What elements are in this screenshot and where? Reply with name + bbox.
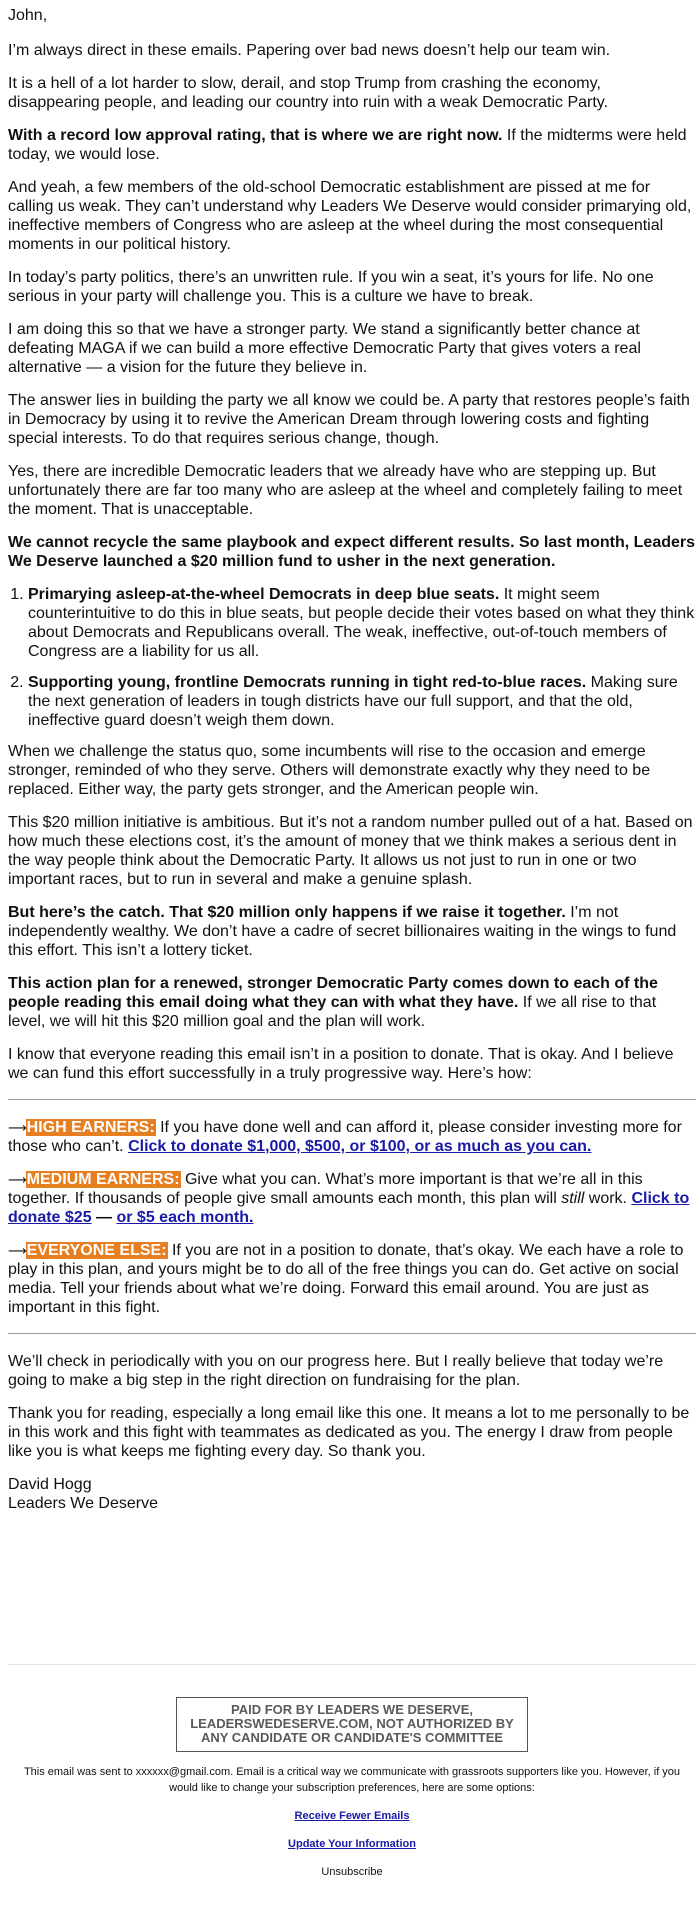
high-earners-tag: HIGH EARNERS: bbox=[26, 1119, 155, 1136]
medium-earners-separator: — bbox=[91, 1209, 117, 1226]
paragraph-establishment: And yeah, a few members of the old-school Democratic establishment are pissed at me for calling us weak. They can’t understand why Leaders We Deserve would consider primarying old, ineffective members of Congress who are asleep at the wheel during the most consequential moments in our political history. bbox=[8, 179, 692, 253]
approval-bold: With a record low approval rating, that is where we are right now. bbox=[8, 127, 503, 144]
footer-divider bbox=[8, 1664, 696, 1665]
signature-org: Leaders We Deserve bbox=[8, 1495, 158, 1512]
action-plan-rest: If we all rise to that level, we will hit this $20 million goal and the plan will work. bbox=[8, 994, 657, 1030]
paragraph-stronger-party: I am doing this so that we have a stronger party. We stand a significantly better chance at defeating MAGA if we can build a more effective Democratic Party that gives voters a real alternative — a vision for the future they believe in. bbox=[8, 321, 641, 376]
paragraph-initiative: This $20 million initiative is ambitious. But it’s not a random number pulled out of a hat. Based on how much these elections cost, it’s the amount of money that we think makes a serious dent in the way people think about the Democratic Party. It allows us not just to run in one or two important races, but to run in several and make a genuine splash. bbox=[8, 814, 693, 888]
paragraph-weak-party: It is a hell of a lot harder to slow, derail, and stop Trump from crashing the economy, disappearing people, and leading our country into ruin with a weak Democratic Party. bbox=[8, 75, 609, 111]
list-item-bold: Primarying asleep-at-the-wheel Democrats in deep blue seats. bbox=[28, 586, 500, 603]
unsubscribe-link[interactable]: Unsubscribe bbox=[321, 1866, 383, 1878]
paragraph-check-in: We’ll check in periodically with you on our progress here. But I really believe that today we’re going to make a big step in the right direction on fundraising for the plan. bbox=[8, 1353, 664, 1389]
tier-medium-earners bbox=[8, 1170, 696, 1227]
list-item-text: It might seem counterintuitive to do this in blue seats, but people decide their votes based on what they think about Democrats and Republicans overall. The weak, ineffective, out-of-touch members of Congress are a liability for us all. bbox=[28, 586, 695, 660]
arrow-right-icon: ⟶ bbox=[8, 1172, 26, 1187]
update-info-row bbox=[12, 1836, 692, 1852]
action-plan-bold: This action plan for a renewed, stronger Democratic Party comes down to each of the people reading this email doing what they can with what they have. bbox=[8, 975, 658, 1011]
update-information-link[interactable]: Update Your Information bbox=[288, 1838, 416, 1850]
paragraph-status-quo: When we challenge the status quo, some incumbents will rise to the occasion and emerge stronger, reminded of who they serve. Others will demonstrate exactly why they need to be replaced. Either way, the party gets stronger, and the American people win. bbox=[8, 743, 651, 798]
paragraph-direct: I’m always direct in these emails. Papering over bad news doesn’t help our team win. bbox=[8, 42, 611, 59]
everyone-else-text: If you are not in a position to donate, that’s okay. We each have a role to play in this plan, and yours might be to do all of the free things you can do. Get active on social media. Tell your friends about what we’re doing. Forward this email around. You are just as important in this fight. bbox=[8, 1242, 684, 1316]
donate-high-link[interactable]: Click to donate $1,000, $500, or $100, or as much as you can. bbox=[128, 1138, 592, 1155]
signature-name: David Hogg bbox=[8, 1476, 92, 1493]
fund-launch-bold: We cannot recycle the same playbook and expect different results. So last month, Leaders We Deserve launched a $20 million fund to usher in the next generation. bbox=[8, 534, 696, 570]
paragraph-heres-how: I know that everyone reading this email isn’t in a position to donate. That is okay. And I believe we can fund this effort successfully in a truly progressive way. Here’s how: bbox=[8, 1046, 674, 1082]
sent-to-notice: This email was sent to xxxxxx@gmail.com. Email is a critical way we communicate with grassroots supporters like you. However, if you would like to change your subscription preferences, here are some options: bbox=[23, 1766, 681, 1794]
paragraph-approval bbox=[8, 126, 696, 164]
paragraph-catch bbox=[8, 903, 696, 960]
fewer-emails-row bbox=[12, 1808, 692, 1824]
tier-everyone-else bbox=[8, 1241, 696, 1317]
catch-rest: I’m not independently wealthy. We don’t have a cadre of secret billionaires waiting in the wings to fund this effort. This isn’t a lottery ticket. bbox=[8, 904, 677, 959]
unsubscribe-row bbox=[12, 1864, 692, 1880]
list-item bbox=[28, 673, 696, 730]
medium-earners-text: Give what you can. What’s more important is that we’re all in this together. If thousands of people give small amounts each month, this plan will bbox=[8, 1171, 643, 1207]
footer bbox=[8, 1764, 696, 1880]
list-item-bold: Supporting young, frontline Democrats running in tight red-to-blue races. bbox=[28, 674, 587, 691]
paragraph-action-plan bbox=[8, 974, 696, 1031]
tier-high-earners bbox=[8, 1118, 696, 1156]
arrow-right-icon: ⟶ bbox=[8, 1120, 26, 1135]
medium-earners-emphasis: still bbox=[561, 1190, 585, 1207]
paragraph-unwritten-rule: In today’s party politics, there’s an unwritten rule. If you win a seat, it’s yours for life. No one serious in your party will challenge you. This is a culture we have to break. bbox=[8, 269, 654, 305]
greeting: John, bbox=[8, 7, 48, 24]
everyone-else-tag: EVERYONE ELSE: bbox=[26, 1242, 167, 1259]
high-earners-text: If you have done well and can afford it, please consider investing more for those who can’t. bbox=[8, 1119, 682, 1155]
receive-fewer-emails-link[interactable]: Receive Fewer Emails bbox=[294, 1810, 410, 1822]
medium-earners-tag: MEDIUM EARNERS: bbox=[26, 1171, 180, 1188]
divider-top bbox=[8, 1099, 696, 1100]
paid-for-disclaimer: PAID FOR BY LEADERS WE DESERVE, LEADERSWEDESERVE.COM, NOT AUTHORIZED BY ANY CANDIDATE OR CANDIDATE'S COMMITTEE bbox=[176, 1697, 528, 1752]
paragraph-fund-launch bbox=[8, 533, 696, 571]
list-item-text: Making sure the next generation of leaders in tough districts have our full support, and that the old, ineffective guard doesn’t weigh them down. bbox=[28, 674, 678, 729]
approval-rest: If the midterms were held today, we would lose. bbox=[8, 127, 687, 163]
signature bbox=[8, 1475, 696, 1513]
plan-list bbox=[8, 585, 696, 730]
divider-bottom bbox=[8, 1333, 696, 1334]
donate-25-link[interactable]: Click to donate $25 bbox=[8, 1190, 690, 1226]
paragraph-thank-you: Thank you for reading, especially a long email like this one. It means a lot to me personally to be in this work and this fight with teammates as dedicated as you. The energy I draw from people like you is what keeps me fighting every day. So thank you. bbox=[8, 1405, 690, 1460]
list-item bbox=[28, 585, 696, 661]
donate-monthly-link[interactable]: or $5 each month. bbox=[116, 1209, 254, 1226]
arrow-right-icon: ⟶ bbox=[8, 1243, 26, 1258]
paragraph-answer: The answer lies in building the party we all know we could be. A party that restores people’s faith in Democracy by using it to revive the American Dream through lowering costs and fighting special interests. To do that requires serious change, though. bbox=[8, 392, 690, 447]
paragraph-leaders: Yes, there are incredible Democratic leaders that we already have who are stepping up. But unfortunately there are far too many who are asleep at the wheel and completely failing to meet the moment. That is unacceptable. bbox=[8, 463, 683, 518]
catch-bold: But here’s the catch. That $20 million only happens if we raise it together. bbox=[8, 904, 566, 921]
medium-earners-text-end: work. bbox=[584, 1190, 632, 1207]
